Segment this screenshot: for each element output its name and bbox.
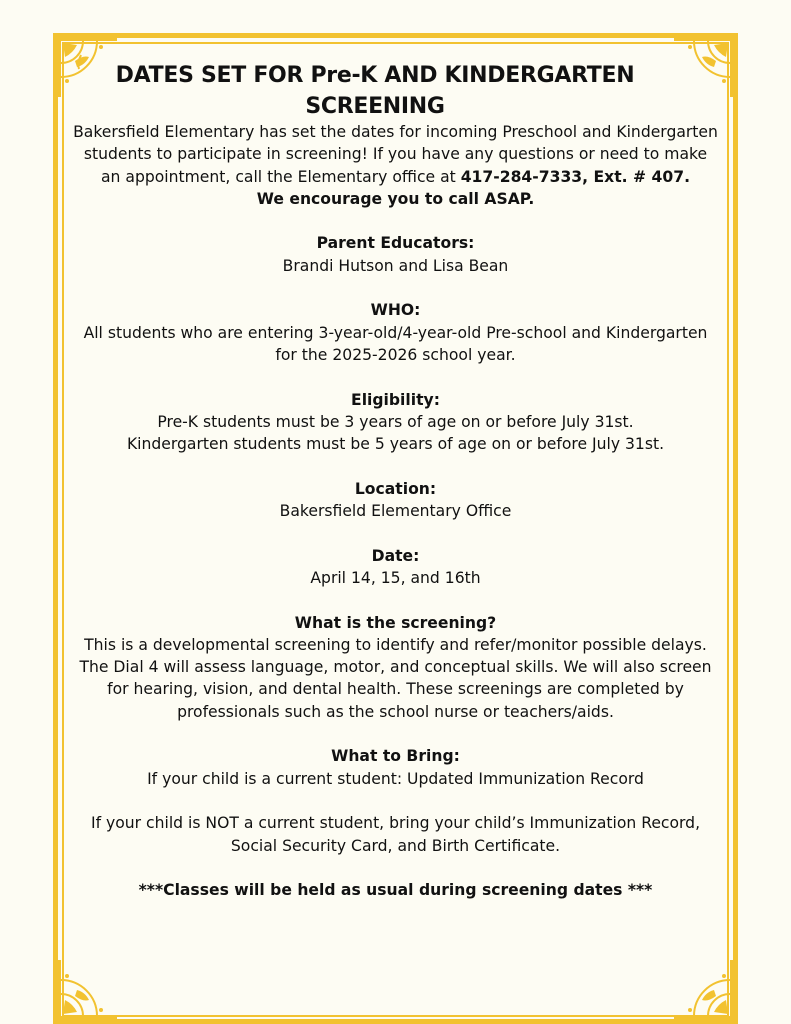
location-heading: Location:: [354, 479, 437, 498]
parent-educators-heading: Parent Educators:: [316, 234, 475, 253]
bring-current-student: If your child is a current student: Updated Immunization Record: [147, 769, 644, 788]
who-heading: WHO:: [370, 301, 421, 320]
intro-paragraph: [72, 121, 719, 188]
date-heading: Date:: [371, 546, 420, 565]
location-text: Bakersfield Elementary Office: [279, 502, 512, 521]
encourage-text: We encourage you to call ASAP.: [256, 189, 535, 208]
screening-heading: What is the screening?: [294, 613, 497, 632]
bring-heading: What to Bring:: [331, 747, 460, 766]
corner-ornament-icon: [53, 960, 117, 1024]
flyer-body: [72, 121, 719, 901]
screening-text: This is a developmental screening to identify and refer/monitor possible delays. The Dial 4 will assess language, motor, and conceptual skills. We will also screen for hearing, vision, and dental health. These screenings are completed by professionals such as the school nurse or teachers/aids.: [79, 635, 712, 721]
eligibility-line-kindergarten: Kindergarten students must be 5 years of age on or before July 31st.: [126, 435, 665, 454]
phone-number: 417-284-7333, Ext. # 407.: [460, 167, 690, 186]
parent-educators-text: Brandi Hutson and Lisa Bean: [282, 256, 509, 275]
date-text: April 14, 15, and 16th: [310, 568, 481, 587]
eligibility-heading: Eligibility:: [351, 390, 440, 409]
corner-ornament-icon: [674, 33, 738, 97]
corner-ornament-icon: [674, 960, 738, 1024]
page-title: DATES SET FOR Pre-K AND KINDERGARTEN SCREENING: [115, 63, 635, 119]
classes-note: ***Classes will be held as usual during screening dates ***: [138, 881, 653, 900]
eligibility-line-prek: Pre-K students must be 3 years of age on or before July 31st.: [157, 412, 634, 431]
intro-text: Bakersfield Elementary has set the dates for incoming Preschool and Kindergarten students to participate in screening! If you have any questions or need to make an appointment, call the Elementary office at: [73, 123, 718, 186]
who-text: All students who are entering 3-year-old/4-year-old Pre-school and Kindergarten for the 2025-2026 school year.: [83, 323, 708, 364]
bring-new-student: If your child is NOT a current student, bring your child’s Immunization Record, Social Security Card, and Birth Certificate.: [90, 814, 701, 855]
